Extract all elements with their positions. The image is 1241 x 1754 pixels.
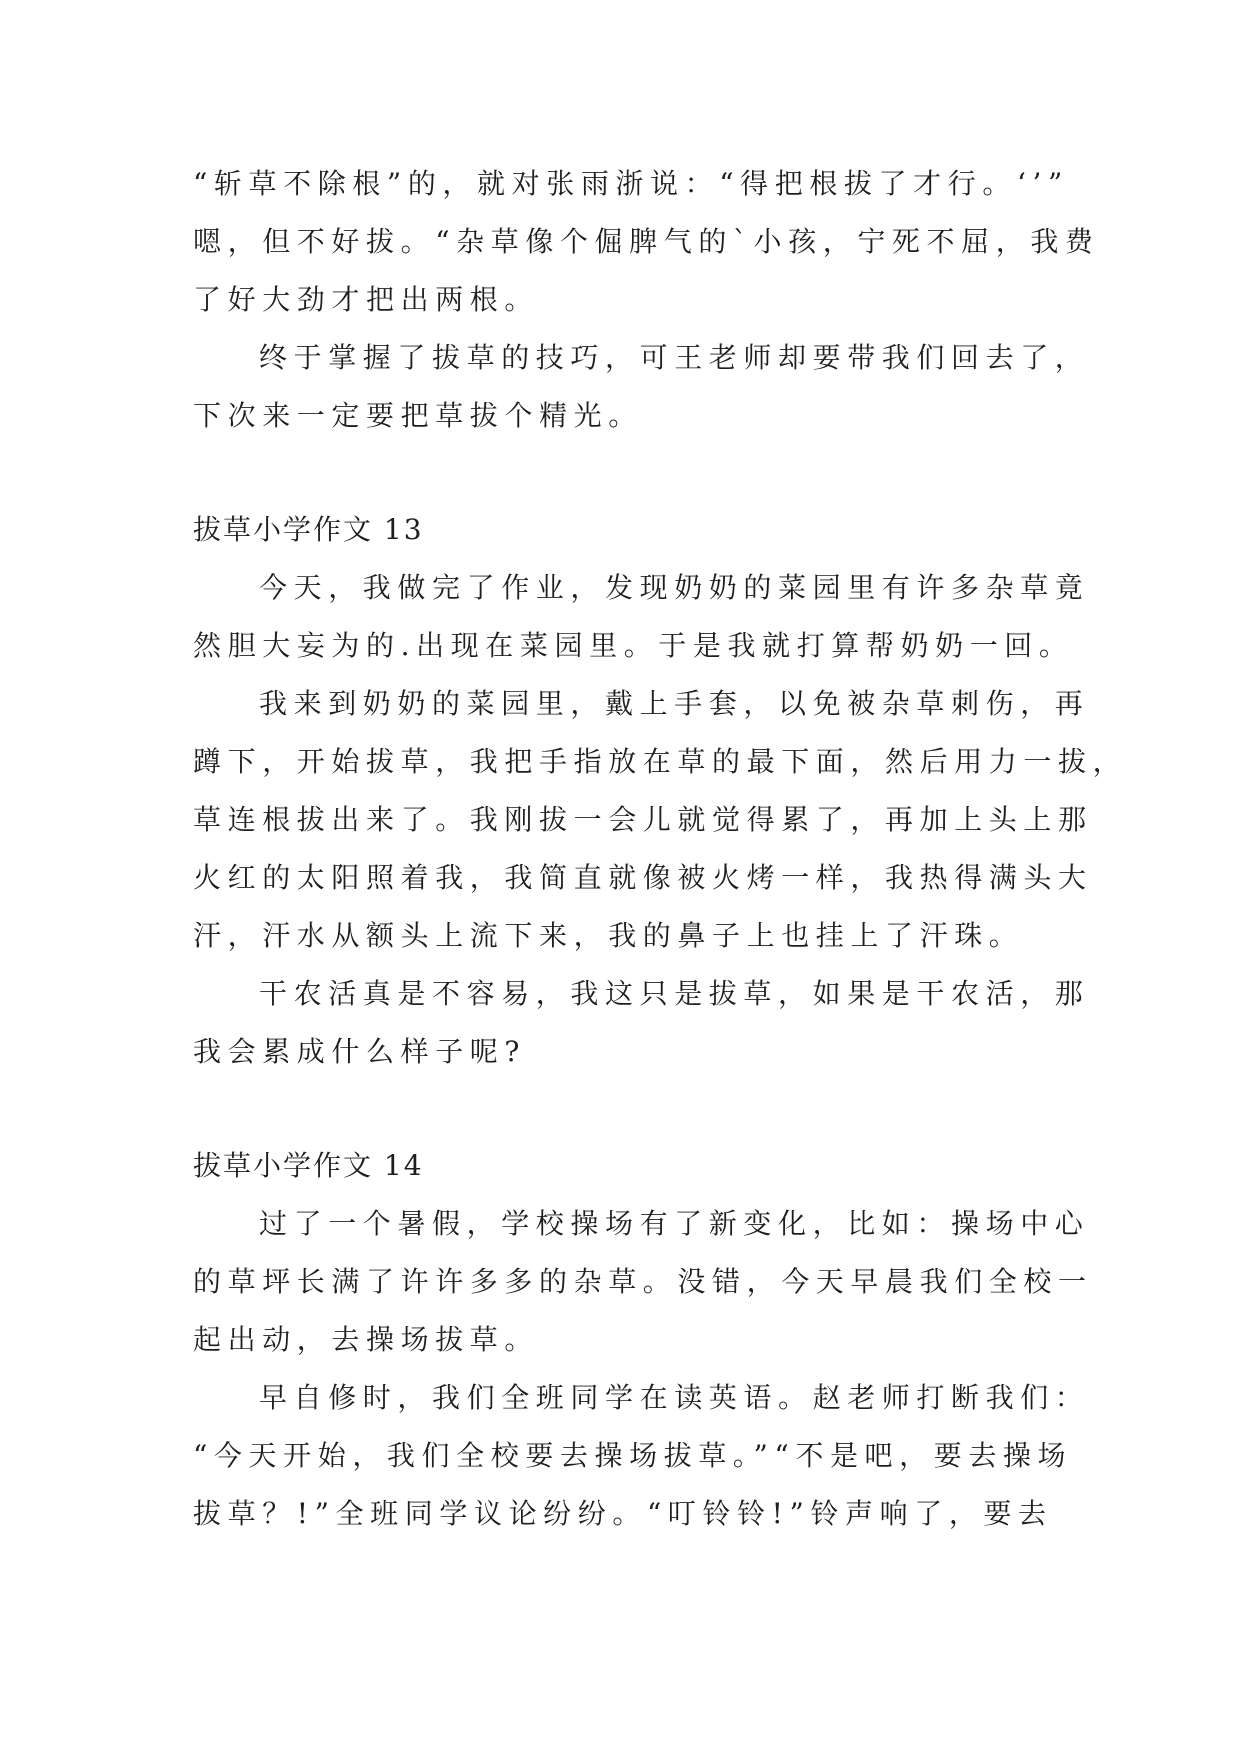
essay-14-paragraph-1 (193, 1195, 1093, 1369)
text-line: 下次来一定要把草拔个精光。 (193, 399, 643, 432)
text-line: 我来到奶奶的菜园里，戴上手套，以免被杂草刺伤，再 (259, 687, 1090, 720)
text-line: 起出动，去操场拔草。 (193, 1323, 540, 1356)
intro-paragraph-1 (193, 155, 1100, 329)
text-line: 蹲下，开始拔草，我把手指放在草的最下面，然后用力一拔， (193, 745, 1128, 778)
essay-13 (193, 501, 1128, 1081)
essay-14 (193, 1137, 1093, 1543)
essay-13-paragraph-1 (193, 559, 1090, 675)
text-line: 的草坪长满了许许多多的杂草。没错，今天早晨我们全校一 (193, 1265, 1093, 1298)
text-line: 今天，我做完了作业，发现奶奶的菜园里有许多杂草竟 (259, 571, 1090, 604)
text-line: 拔草？!”全班同学议论纷纷。“叮铃铃!”铃声响了，要去 (193, 1497, 1053, 1530)
section-gap (193, 1081, 1053, 1137)
document-page (193, 155, 1128, 1543)
essay-13-paragraph-3 (193, 965, 1090, 1081)
text-line: 早自修时，我们全班同学在读英语。赵老师打断我们： (259, 1381, 1090, 1414)
essay-14-paragraph-2 (193, 1369, 1090, 1543)
text-line: 汗，汗水从额头上流下来，我的鼻子上也挂上了汗珠。 (193, 919, 1024, 952)
text-line: 嗯，但不好拔。“杂草像个倔脾气的`小孩，宁死不屈，我费 (193, 225, 1100, 258)
text-line: 了好大劲才把出两根。 (193, 283, 540, 316)
essay-13-title: 拔草小学作文 13 (193, 513, 424, 546)
section-gap (193, 445, 1053, 501)
essay-13-paragraph-2 (193, 675, 1128, 965)
text-line: “今天开始，我们全校要去操场拔草。”“不是吧，要去操场 (193, 1439, 1073, 1472)
text-line: 我会累成什么样子呢? (193, 1035, 527, 1068)
text-line: “斩草不除根”的，就对张雨浙说：“得把根拔了才行。‘’” (193, 167, 1069, 200)
text-line: 过了一个暑假，学校操场有了新变化，比如：操场中心 (259, 1207, 1090, 1240)
essay-14-title: 拔草小学作文 14 (193, 1149, 424, 1182)
text-line: 终于掌握了拔草的技巧，可王老师却要带我们回去了， (259, 341, 1090, 374)
intro-paragraph-2 (193, 329, 1090, 445)
text-line: 火红的太阳照着我，我简直就像被火烤一样，我热得满头大 (193, 861, 1093, 894)
text-line: 草连根拔出来了。我刚拔一会儿就觉得累了，再加上头上那 (193, 803, 1093, 836)
text-line: 然胆大妄为的.出现在菜园里。于是我就打算帮奶奶一回。 (193, 629, 1074, 662)
text-line: 干农活真是不容易，我这只是拔草，如果是干农活，那 (259, 977, 1090, 1010)
